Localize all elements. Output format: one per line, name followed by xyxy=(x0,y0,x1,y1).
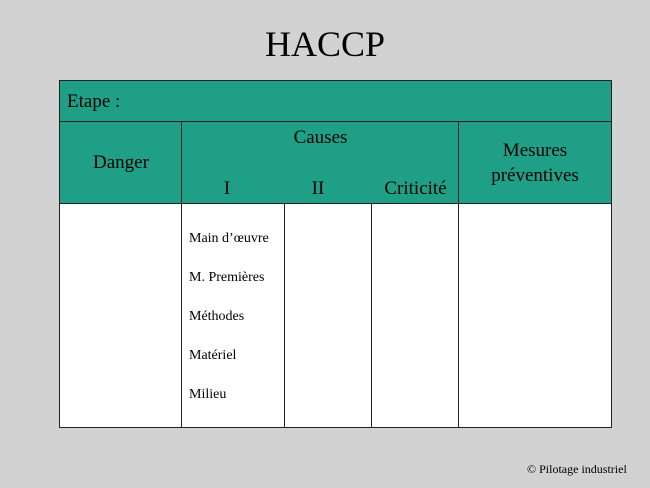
cause-item-materiel: Matériel xyxy=(189,348,237,363)
body-row xyxy=(60,204,611,427)
grid-line-col-i-right xyxy=(284,204,285,427)
causes-col-i-header: I xyxy=(223,178,231,199)
grid-line-mesures-left xyxy=(458,122,459,427)
causes-col-ii-header: II xyxy=(311,178,325,199)
cause-item-milieu: Milieu xyxy=(189,387,227,402)
cause-item-methodes: Méthodes xyxy=(189,309,245,324)
criticite-header: Criticité xyxy=(384,178,447,199)
grid-line-col-ii-right xyxy=(371,204,372,427)
danger-header: Danger xyxy=(93,152,149,173)
slide-title: HACCP xyxy=(264,24,386,64)
copyright-footer: © Pilotage industriel xyxy=(527,462,627,476)
cause-item-matieres-premieres: M. Premières xyxy=(189,270,265,285)
etape-row xyxy=(60,81,611,122)
grid-line-danger-right xyxy=(181,122,182,427)
header-row xyxy=(60,122,611,204)
causes-header: Causes xyxy=(293,127,348,148)
haccp-table xyxy=(59,80,612,428)
cause-item-main-oeuvre: Main d’œuvre xyxy=(189,231,269,246)
mesures-header-line2: préventives xyxy=(491,165,579,186)
mesures-header-line1: Mesures xyxy=(502,140,568,161)
etape-label: Etape : xyxy=(67,91,121,112)
